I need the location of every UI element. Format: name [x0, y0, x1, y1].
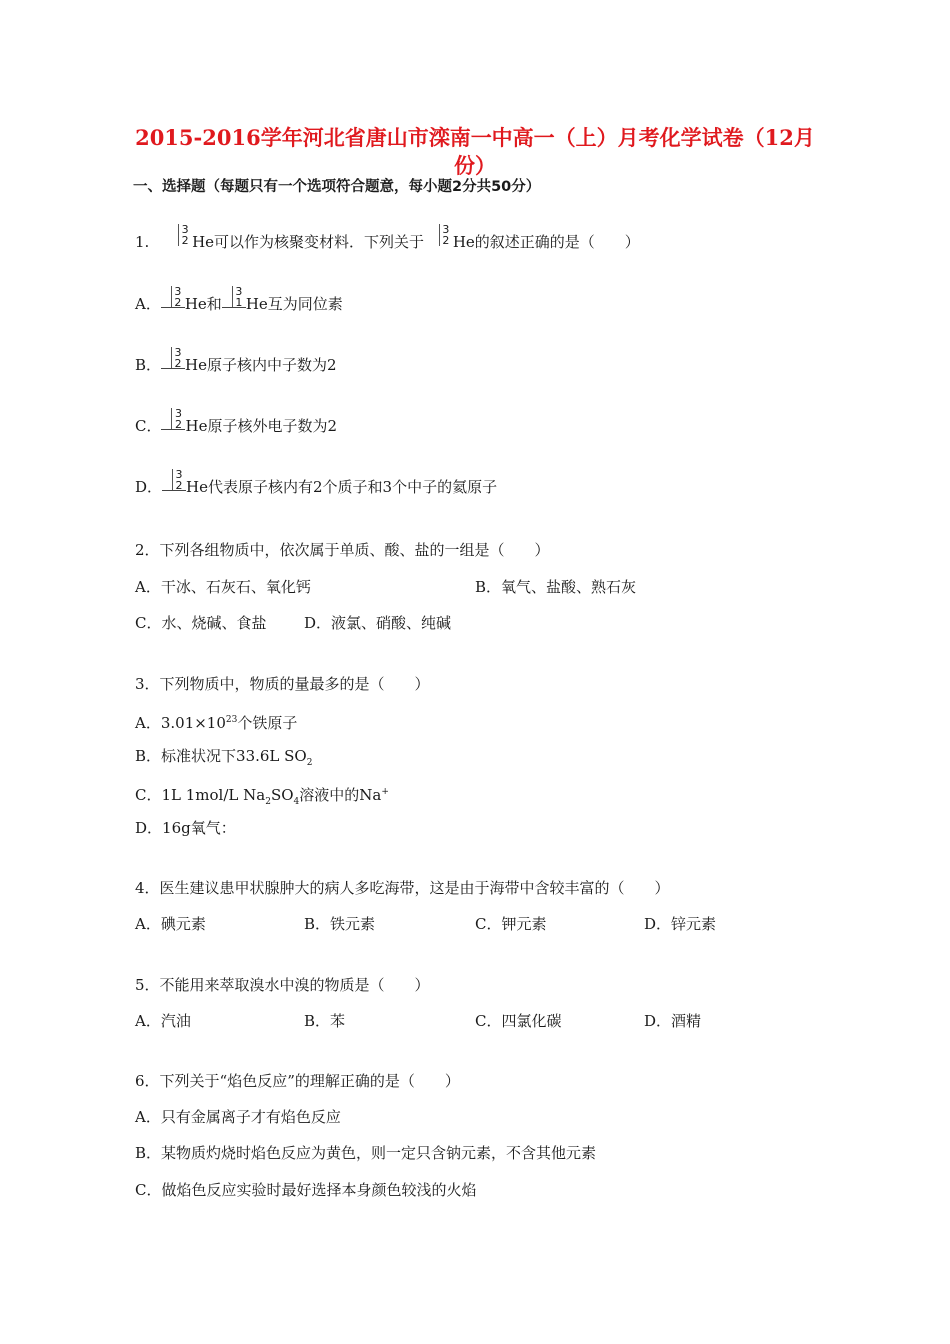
question-text: He的叙述正确的是（ ）: [452, 233, 640, 251]
option-text: He原子核外电子数为2: [185, 417, 337, 435]
option-d[interactable]: D．16g氧气：: [135, 819, 236, 837]
question-4-stem: 4．医生建议患甲状腺肿大的病人多吃海带，这是由于海带中含较丰富的（ ）: [135, 879, 670, 897]
option-b[interactable]: [135, 346, 337, 375]
option-a[interactable]: A．碘元素: [135, 915, 206, 933]
option-text: He代表原子核内有2个质子和3个中子的氦原子: [186, 478, 498, 496]
question-2-stem: 2．下列各组物质中，依次属于单质、酸、盐的一组是（ ）: [135, 541, 550, 559]
option-letter: B．: [135, 356, 162, 374]
option-c[interactable]: C．水、烧碱、食盐: [135, 614, 267, 632]
option-c[interactable]: [135, 407, 337, 436]
question-text: He可以作为核聚变材料．下列关于: [192, 233, 425, 251]
nuclide-notation: 3 2: [162, 477, 186, 497]
option-text: He和: [184, 295, 222, 313]
option-b[interactable]: B．铁元素: [304, 915, 376, 933]
nuclide-notation: 3 2: [429, 232, 453, 252]
question-3-stem: 3．下列物质中，物质的量最多的是（ ）: [135, 675, 430, 693]
option-a[interactable]: A．汽油: [135, 1012, 191, 1030]
option-letter: A．: [135, 295, 161, 313]
option-letter: C．: [135, 417, 162, 435]
option-b[interactable]: B．标准状况下33.6L $SO_2$: [135, 747, 313, 768]
nuclide-notation: 3 2: [161, 355, 185, 375]
option-c[interactable]: C．钾元素: [475, 915, 547, 933]
nuclide-notation: 3 2: [161, 416, 185, 436]
option-d[interactable]: [135, 468, 498, 497]
page-title: 2015-2016学年河北省唐山市滦南一中高一（上）月考化学试卷（12月份）: [135, 125, 815, 178]
option-text: He原子核内中子数为2: [185, 356, 337, 374]
option-d[interactable]: D．锌元素: [644, 915, 717, 933]
option-a[interactable]: A．只有金属离子才有焰色反应: [135, 1108, 341, 1126]
option-c[interactable]: C．四氯化碳: [475, 1012, 562, 1030]
option-a[interactable]: A．干冰、石灰石、氧化钙: [135, 578, 311, 596]
question-number: 1.: [135, 233, 150, 251]
nuclide-notation: 3 1: [222, 294, 246, 314]
section-heading: 一、选择题（每题只有一个选项符合题意，每小题2分共50分）: [133, 179, 541, 195]
nuclide-notation: 3 2: [161, 294, 185, 314]
question-1-stem: [135, 223, 640, 252]
option-b[interactable]: B．某物质灼烧时焰色反应为黄色，则一定只含钠元素，不含其他元素: [135, 1144, 597, 1162]
question-5-stem: 5．不能用来萃取溴水中溴的物质是（ ）: [135, 976, 430, 994]
option-c[interactable]: C．1L 1mol/L $Na_2SO_4$溶液中的Na+: [135, 786, 389, 807]
question-6-stem: 6．下列关于“焰色反应”的理解正确的是（ ）: [135, 1072, 460, 1090]
option-a[interactable]: A．$3.01\times 10^{23}$个铁原子: [135, 714, 298, 732]
option-d[interactable]: D．酒精: [644, 1012, 702, 1030]
option-b[interactable]: B．苯: [304, 1012, 346, 1030]
option-a[interactable]: [135, 285, 343, 314]
option-b[interactable]: B．氧气、盐酸、熟石灰: [475, 578, 637, 596]
option-text: He互为同位素: [245, 295, 343, 313]
option-d[interactable]: D．液氯、硝酸、纯碱: [304, 614, 452, 632]
nuclide-notation: 3 2: [168, 232, 192, 252]
option-c[interactable]: C．做焰色反应实验时最好选择本身颜色较浅的火焰: [135, 1181, 477, 1199]
option-letter: D．: [135, 478, 163, 496]
